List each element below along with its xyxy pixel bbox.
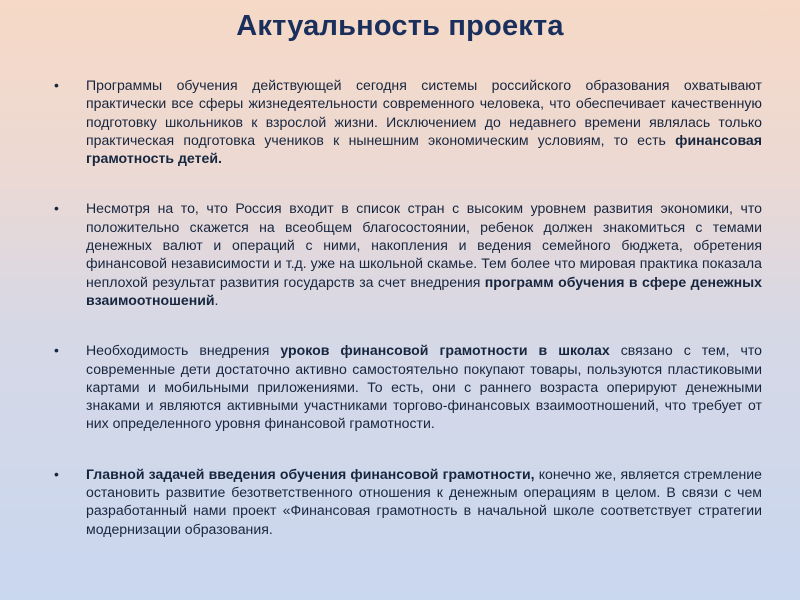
bullet-3-bold: уроков финансовой грамотности в школах	[280, 342, 610, 359]
bullet-dot-icon: •	[54, 342, 59, 359]
bullet-list	[52, 76, 762, 538]
bullet-1-bold: финансовая грамотность детей.	[86, 131, 762, 167]
slide-title: Актуальность проекта	[236, 10, 564, 42]
bullet-3-text: Необходимость внедрения	[86, 342, 281, 359]
bullet-4-bold: Главной задачей введения обучения финансовой грамотности,	[86, 465, 535, 482]
bullet-2-text: Несмотря на то, что Россия входит в список стран с высоким уровнем развития экономики, что положительно скажется на всеобщем благосостоянии, ребенок должен знакомиться с темами денежных валют и операций с ними, накопления и ведения семейного бюджета, обретения финансовой независимости и т.д. уже на школьной скамье. Тем более что мировая практика показала неплохой результат развития государств за счет внедрения	[86, 200, 762, 290]
bullet-dot-icon: •	[54, 465, 59, 482]
bullet-3-text-end: связано с тем, что современные дети достаточно активно самостоятельно покупают товары, пользуются пластиковыми картами и мобильными приложениями. То есть, они с раннего возраста оперируют денежными знаками и являются активными участниками торгово-финансовых взаимоотношений, что требует от них определенного уровня финансовой грамотности.	[86, 342, 762, 432]
bullet-item-1	[52, 76, 762, 167]
bullet-4-text: конечно же, является стремление остановить развитие безответственного отношения к денежным операциям в целом. В связи с чем разработанный нами проект «Финансовая грамотность в начальной школе соответствует стратегии модернизации образования.	[86, 465, 763, 537]
bullet-item-2	[52, 199, 762, 309]
bullet-1-text: Программы обучения действующей сегодня системы российского образования охватывают практически все сферы жизнедеятельности современного человека, что обеспечивает качественную подготовку школьников к взрослой жизни. Исключением до недавнего времени являлась только практическая подготовка учеников к нынешним экономическим условиям, то есть	[86, 77, 762, 148]
bullet-dot-icon: •	[54, 200, 59, 217]
bullet-2-bold: программ обучения в сфере денежных взаимоотношений	[86, 273, 762, 308]
bullet-dot-icon: •	[54, 77, 59, 93]
bullet-item-4	[52, 465, 762, 538]
bullet-item-3	[52, 341, 762, 432]
bullet-2-text-end: .	[214, 291, 219, 308]
